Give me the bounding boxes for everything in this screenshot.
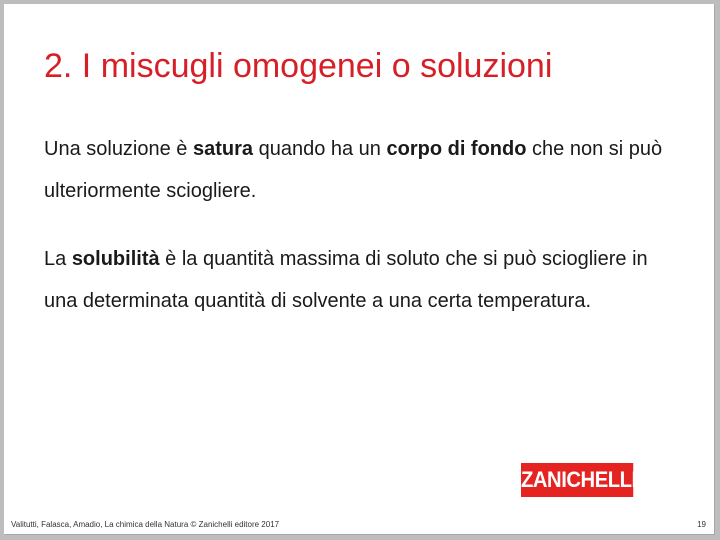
slide (4, 4, 714, 534)
paragraph-text: è la quantità massima di soluto che si può sciogliere in una determinata quantità di solvente a una certa temperatura. (44, 248, 648, 312)
paragraph-solubility (44, 238, 684, 322)
paragraph-text: quando ha un (253, 138, 387, 160)
bold-term-satura: satura (192, 138, 254, 160)
page-number: 19 (697, 520, 706, 529)
slide-body (44, 128, 684, 322)
bold-term-corpo-di-fondo: corpo di fondo (386, 138, 527, 160)
paragraph-saturated-solution (44, 128, 684, 212)
slide-title: 2. I miscugli omogenei o soluzioni (44, 47, 553, 85)
zanichelli-logo: ZANICHELLI (521, 463, 633, 497)
paragraph-text: che non si può ulteriormente sciogliere. (44, 138, 663, 202)
paragraph-text: La (44, 248, 72, 270)
footer-credits: Valitutti, Falasca, Amadio, La chimica della Natura © Zanichelli editore 2017 (11, 520, 280, 529)
bold-term-solubilita: solubilità (71, 248, 160, 270)
paragraph-text: Una soluzione è (44, 138, 193, 160)
